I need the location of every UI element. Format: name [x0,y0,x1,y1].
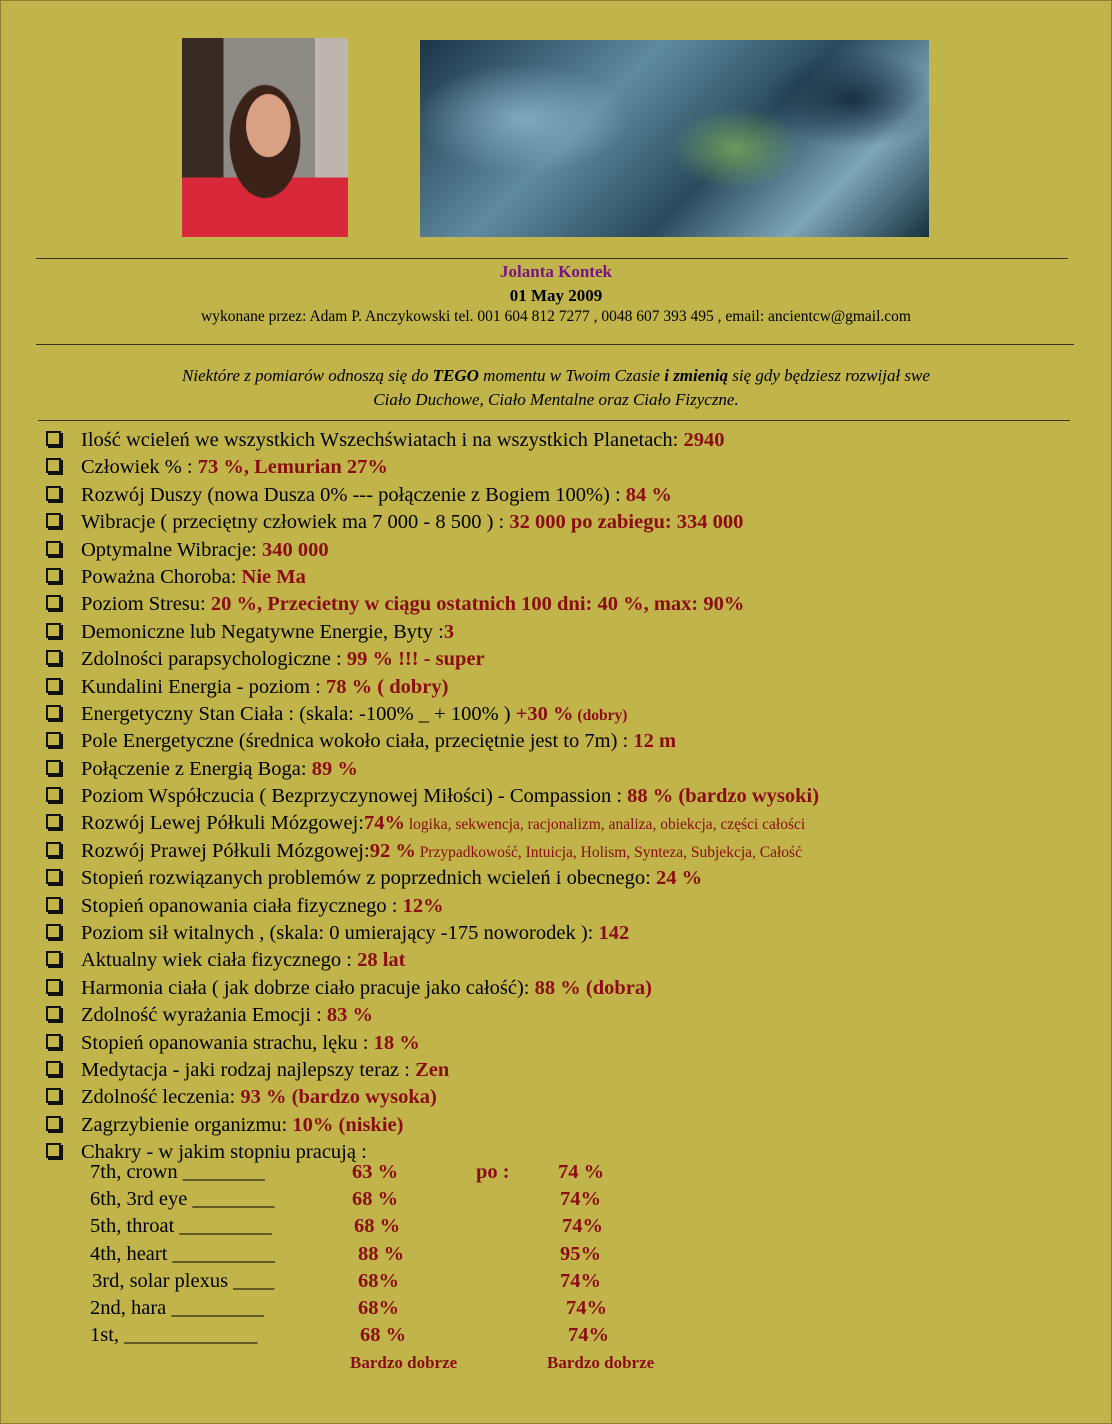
chakra-row [0,1188,1112,1215]
checkbox-bullet-icon [46,814,61,829]
item-label: Poziom Współczucia ( Bezprzyczynowej Miłości) - Compassion : [81,785,628,808]
item-value: 92 % [369,839,416,862]
checkbox-bullet-icon [46,541,61,556]
list-item [46,865,1106,892]
chakra-footer-after: Bardzo dobrze [547,1353,655,1373]
item-note: (dobry) [573,706,628,724]
chakra-before-value: 68 % [352,1188,399,1211]
item-label: Stopień opanowania ciała fizycznego : [81,894,403,917]
item-value: 24 % [655,867,703,890]
item-label: Połączenie z Energią Boga: [81,757,312,780]
checkbox-bullet-icon [46,705,61,720]
list-item [46,1112,1106,1139]
list-item [46,674,1106,701]
chakra-name: 5th, throat _________ [90,1215,272,1238]
chakra-after-value: 74 % [558,1161,605,1183]
checkbox-bullet-icon [46,1088,61,1103]
chakra-row [0,1243,1112,1270]
chakra-footer-before: Bardzo dobrze [350,1353,458,1373]
chakra-before-value: 68% [358,1269,399,1292]
list-item [46,975,1106,1002]
item-label: Medytacja - jaki rodzaj najlepszy teraz : [81,1058,416,1081]
checkbox-bullet-icon [46,924,61,939]
chakra-after-value: 74% [562,1215,603,1238]
chakra-before-value: 68 % [354,1215,401,1238]
item-label: Optymalne Wibracje: [81,538,262,561]
list-item [46,482,1106,509]
list-item [46,783,1106,810]
checkbox-bullet-icon [46,951,61,966]
note-emphasis: i zmienią [664,366,728,385]
measurement-list [46,427,1106,1167]
item-value: 99 % !!! - super [346,648,485,671]
chakra-before-value: 68 % [360,1324,407,1347]
item-label: Rozwój Duszy (nowa Dusza 0% --- połączenie z Bogiem 100%) : [81,483,626,506]
list-item [46,537,1106,564]
chakra-row [0,1161,1112,1188]
chakra-name: 3rd, solar plexus ____ [92,1269,275,1292]
item-value: 93 % (bardzo wysoka) [240,1086,437,1109]
chakra-name: 6th, 3rd eye ________ [90,1188,275,1211]
intro-note [0,364,1112,412]
item-value: 18 % [373,1031,420,1054]
checkbox-bullet-icon [46,678,61,693]
item-value: 78 % ( dobry) [326,675,449,698]
item-value: 3 [443,620,455,643]
checkbox-bullet-icon [46,869,61,884]
divider [36,258,1068,259]
list-item [46,1084,1106,1111]
item-label: Poziom Stresu: [81,593,211,616]
chakra-row [0,1270,1112,1297]
checkbox-bullet-icon [46,979,61,994]
chakra-name: 4th, heart __________ [90,1242,276,1265]
divider [36,344,1074,345]
checkbox-bullet-icon [46,513,61,528]
item-note: logika, sekwencja, racjonalizm, analiza, obiekcja, części całości [404,816,806,834]
item-label: Zdolność wyrażania Emocji : [81,1004,327,1027]
chakra-name: 1st, _____________ [90,1324,258,1347]
list-item [46,1002,1106,1029]
chakra-before-value: 68% [358,1297,399,1319]
list-item [46,838,1106,865]
chakra-before-value: 88 % [358,1242,405,1265]
checkbox-bullet-icon [46,568,61,583]
note-text: Ciało Duchowe, Ciało Mentalne oraz Ciało Fizyczne. [373,390,739,409]
checkbox-bullet-icon [46,897,61,912]
item-label: Poziom sił witalnych , (skala: 0 umierający -175 noworodek ): [81,922,599,945]
list-item [46,591,1106,618]
abstract-water-photo [420,40,929,237]
item-value: 88 % (dobra) [534,976,652,999]
note-emphasis: TEGO [432,366,479,385]
item-value: 74% [363,812,405,835]
item-label: Chakry - w jakim stopniu pracują : [81,1141,367,1164]
checkbox-bullet-icon [46,623,61,638]
list-item [46,728,1106,755]
item-value: +30 % [515,702,574,725]
list-item [46,509,1106,536]
chakra-after-value: 74% [560,1269,601,1292]
chakra-row [0,1215,1112,1242]
checkbox-bullet-icon [46,732,61,747]
list-item [46,1030,1106,1057]
list-item [46,646,1106,673]
list-item [46,619,1106,646]
checkbox-bullet-icon [46,760,61,775]
divider [38,420,1070,421]
item-value: 340 000 [261,538,329,561]
list-item [46,701,1106,728]
item-label: Rozwój Lewej Półkuli Mózgowej: [81,812,364,835]
checkbox-bullet-icon [46,595,61,610]
item-label: Poważna Choroba: [81,565,242,588]
list-item [46,893,1106,920]
list-item [46,1057,1106,1084]
chakra-name: 2nd, hara _________ [90,1297,264,1319]
list-item [46,564,1106,591]
chakra-after-value: 74% [566,1297,607,1319]
chakra-after-value: 74% [560,1188,601,1211]
item-label: Stopień opanowania strachu, lęku : [81,1031,374,1054]
checkbox-bullet-icon [46,787,61,802]
chakra-name: 7th, crown ________ [90,1161,265,1183]
portrait-photo [182,38,348,237]
item-label: Zdolność leczenia: [81,1086,241,1109]
list-item [46,920,1106,947]
chakra-row [0,1297,1112,1324]
list-item [46,454,1106,481]
item-label: Pole Energetyczne (średnica wokoło ciała, przeciętnie jest to 7m) : [81,730,634,753]
item-value: 73 %, Lemurian 27% [197,456,388,479]
item-value: 84 % [625,483,672,506]
item-label: Człowiek % : [81,456,198,479]
item-value: 2940 [683,429,725,451]
chakra-before-value: 63 % [352,1161,399,1183]
item-label: Wibracje ( przeciętny człowiek ma 7 000 - 8 500 ) : [81,511,510,534]
item-value: 83 % [326,1004,374,1027]
item-value: 20 %, Przecietny w ciągu ostatnich 100 dni: 40 %, max: 90% [210,593,745,616]
checkbox-bullet-icon [46,1143,61,1158]
checkbox-bullet-icon [46,1006,61,1021]
chakra-after-label: po : [476,1161,510,1183]
item-value: 12 m [633,730,677,753]
item-label: Zdolności parapsychologiczne : [81,648,347,671]
checkbox-bullet-icon [46,1034,61,1049]
client-name: Jolanta Kontek [500,262,612,281]
chakra-after-value: 74% [568,1324,609,1347]
item-label: Harmonia ciała ( jak dobrze ciało pracuje jako całość): [81,976,535,999]
list-item [46,810,1106,837]
item-value: 142 [598,922,630,945]
contact-line: wykonane przez: Adam P. Anczykowski tel. 001 604 812 7277 , 0048 607 393 495 , email: ancientcw@gmail.com [201,308,911,325]
list-item [46,947,1106,974]
item-label: Aktualny wiek ciała fizycznego : [81,949,358,972]
item-value: 28 lat [357,949,406,972]
item-label: Kundalini Energia - poziom : [81,675,326,698]
checkbox-bullet-icon [46,486,61,501]
item-value: 32 000 po zabiegu: 334 000 [509,511,744,534]
item-label: Ilość wcieleń we wszystkich Wszechświatach i na wszystkich Planetach: [81,429,684,451]
reading-date: 01 May 2009 [509,286,603,305]
note-text: się gdy będziesz rozwijał swe [727,366,930,385]
checkbox-bullet-icon [46,458,61,473]
item-label: Energetyczny Stan Ciała : (skala: -100% _ + 100% ) [81,702,516,725]
item-note: Przypadkowość, Intuicja, Holism, Synteza, Subjekcja, Całość [415,843,802,861]
list-item [46,427,1106,454]
item-value: 10% (niskie) [292,1113,404,1136]
checkbox-bullet-icon [46,650,61,665]
item-value: 89 % [311,757,358,780]
note-text: momentu w Twoim Czasie [478,366,665,385]
item-label: Demoniczne lub Negatywne Energie, Byty : [81,620,444,643]
item-value: 88 % (bardzo wysoki) [627,785,820,808]
checkbox-bullet-icon [46,431,61,446]
item-value: 12% [402,894,444,917]
chakra-after-value: 95% [560,1242,601,1265]
item-label: Stopień rozwiązanych problemów z poprzednich wcieleń i obecnego: [81,867,656,890]
chakra-footer [0,1353,1112,1380]
checkbox-bullet-icon [46,1116,61,1131]
checkbox-bullet-icon [46,1061,61,1076]
item-value: Nie Ma [241,565,306,588]
item-label: Zagrzybienie organizmu: [81,1113,293,1136]
note-text: Niektóre z pomiarów odnoszą się do [182,366,433,385]
item-value: Zen [415,1058,450,1081]
item-label: Rozwój Prawej Półkuli Mózgowej: [81,839,370,862]
list-item [46,756,1106,783]
checkbox-bullet-icon [46,842,61,857]
chakra-row [0,1324,1112,1351]
